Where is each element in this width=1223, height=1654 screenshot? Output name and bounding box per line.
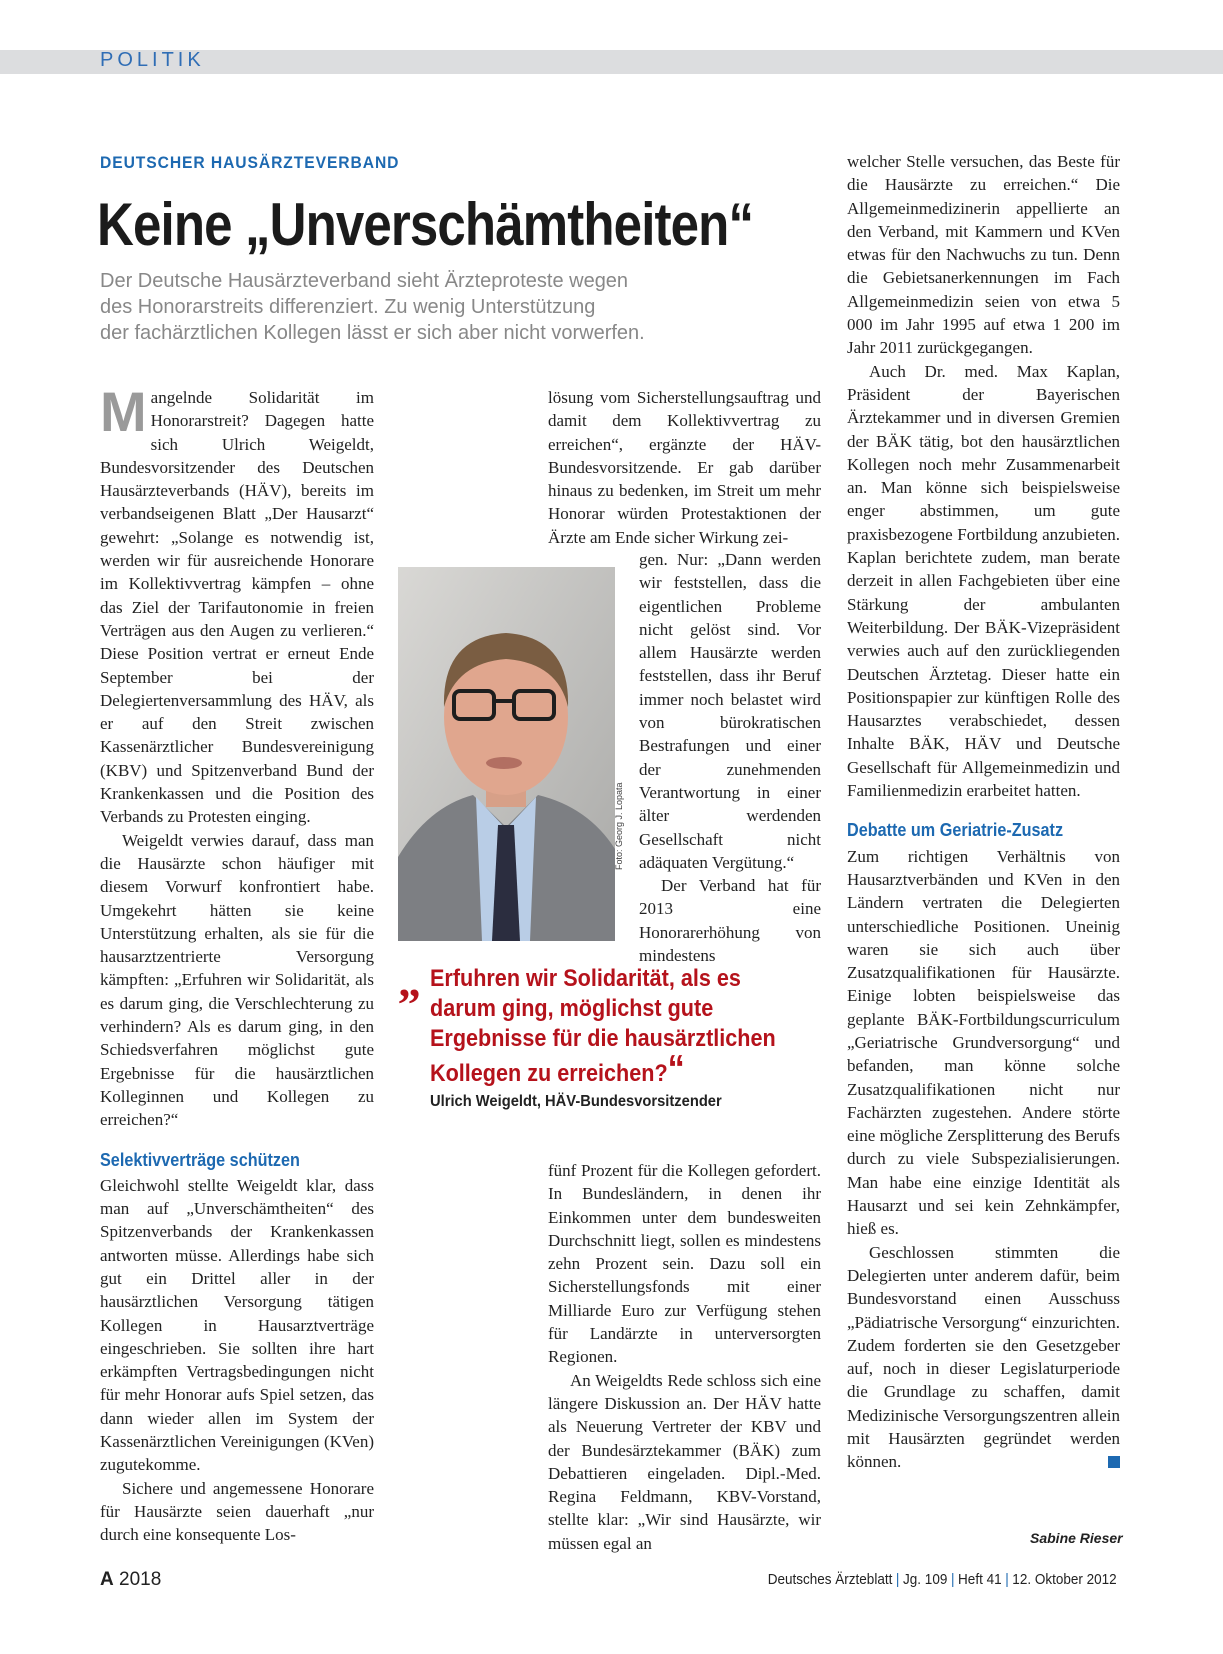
quote-open-mark: „ [398, 955, 421, 1006]
pull-quote-text: Erfuhren wir Solidarität, als es darum ging, möglichst gute Ergebnisse für die hausärztlichen Kollegen zu erreichen? [430, 965, 776, 1087]
separator: | [1005, 1571, 1010, 1588]
end-mark-icon [1108, 1456, 1120, 1468]
lead-line: der fachärztlichen Kollegen lässt er sich aber nicht vorwerfen. [100, 322, 645, 344]
paragraph [847, 1241, 1120, 1474]
paragraph: Auch Dr. med. Max Kaplan, Präsident der Bayerischen Ärztekammer und in diversen Gremien der BÄK tätig, bot den hausärztlichen Kollegen noch mehr Zusammenarbeit an. Man könne sich beispielsweise enger abstimmen, um gute praxisbezogene Fortbildung anzubieten. Kaplan berichtete zudem, man berate derzeit in allen Fachgebieten über eine Stärkung der ambulanten Weiterbildung. Der BÄK-Vizepräsident verwies auch auf den zurückliegenden Deutschen Ärztetag. Dieser hatte ein Positionspapier zur künftigen Rolle des Hausarztes verabschiedet, dessen Inhalte BÄK, HÄV und Deutsche Gesellschaft für Allgemeinmedizin und Familienmedizin erarbeitet hatten. [847, 361, 1120, 801]
paragraph: Zum richtigen Verhältnis von Hausarztverbänden und KVen in den Ländern vertraten die Delegierten unterschiedliche Positionen. Uneinig waren sie sich auch über Zusatzqualifikationen für Hausärzte. Einige lobten beispielsweise das geplante BÄK-Fortbildungscurriculum „Geriatrische Grundversorgung“ und befanden, man könne solche Zusatzqualifikationen nicht nur Fachärzten zugestehen. Andere störte eine mögliche Zersplitterung des Berufs durch zu viele Subspezialisierungen. Man habe eine einzige Identität als Hausarzt und sei kein Zehnkämpfer, hieß es. [847, 846, 1120, 1239]
article-kicker: DEUTSCHER HAUSÄRZTEVERBAND [100, 153, 400, 172]
journal-date: 12. Oktober 2012 [1012, 1571, 1117, 1588]
paragraph: An Weigeldts Rede schloss sich eine längere Diskussion an. Der HÄV hatte als Neuerung Vertreter der KBV und der Bundesärztekammer (BÄK) zum Debattieren eingeladen. Dipl.-Med. Regina Feldmann, KBV-Vorstand, stellte klar: „Wir sind Hausärzte, wir müssen egal an [548, 1370, 821, 1553]
page-number [100, 1569, 161, 1591]
subheading: Debatte um Geriatrie-Zusatz [847, 820, 1064, 841]
paragraph: welcher Stelle versuchen, das Beste für die Hausärzte zu erreichen.“ Die Allgemeinmedizinerin appellierte an den Verband, mit Kammern und KVen etwas für den Nachwuchs zu tun. Denn die Gebietsanerkennungen im Fach Allgemeinmedizin seien von etwa 5 000 im Jahr 1995 auf etwa 1 200 im Jahr 2011 zurückgegangen. [847, 152, 1120, 358]
paragraph: gen. Nur: „Dann werden wir feststellen, dass die eigentlichen Probleme nicht gelöst sind. Vor allem Hausärzte werden feststellen, dass ihr Beruf immer noch belastet wird von bürokratischen Bestrafungen und einer der zunehmenden Verantwortung in einer älter werdenden Gesellschaft nicht adäquaten Vergütung.“ [639, 550, 821, 872]
pull-quote [430, 964, 808, 1089]
column-1 [100, 380, 374, 1547]
journal-name: Deutsches Ärzteblatt [768, 1571, 893, 1588]
column-2-wrap [639, 548, 821, 967]
column-2-top [548, 386, 821, 549]
author-byline: Sabine Rieser [1030, 1530, 1123, 1546]
page-prefix: A [100, 1569, 114, 1590]
page-number-value: 2018 [119, 1569, 162, 1590]
article-headline: Keine „Unverschämtheiten“ [97, 191, 754, 258]
section-label: POLITIK [100, 49, 205, 71]
lead-line: Der Deutsche Hausärzteverband sieht Ärzteproteste wegen [100, 270, 629, 292]
paragraph: Der Verband hat für 2013 eine Honorarerhöhung von mindestens [639, 876, 821, 966]
journal-info [768, 1571, 1117, 1588]
portrait-illustration [398, 567, 615, 941]
portrait-photo [398, 567, 615, 941]
paragraph [100, 380, 374, 829]
pull-quote-attribution: Ulrich Weigeldt, HÄV-Bundesvorsitzender [430, 1093, 722, 1110]
lead-line: des Honorarstreits differenziert. Zu wenig Unterstützung [100, 296, 596, 318]
journal-issue: Heft 41 [958, 1571, 1002, 1588]
column-3 [847, 150, 1120, 1474]
paragraph: Weigeldt verwies darauf, dass man die Hausärzte schon häufiger mit diesem Vorwurf konfrontiert habe. Umgekehrt hätten sie keine Unterstützung erhalten, als sie für die hausarztzentrierte Versorgung kämpften: „Erfuhren wir Solidarität, als es darum ging, die Verschlechterung zu verhindern? Als es darum ging, in den Schiedsverfahren möglichst gute Ergebnisse für die hausärztlichen Kolleginnen und Kollegen zu erreichen?“ [100, 830, 374, 1130]
subheading: Selektivverträge schützen [100, 1149, 300, 1170]
column-2-bottom [548, 1159, 821, 1555]
drop-cap: M [100, 380, 147, 443]
paragraph: Gleichwohl stellte Weigeldt klar, dass man auf „Unverschämtheiten“ des Spitzenverbands der Krankenkassen antworten müsse. Allerdings habe sich gut ein Drittel aller in der hausärztlichen Versorgung tätigen Kollegen in Hausarztverträge eingeschrieben. Sie sollten ihre hart erkämpften Vertragsbedingungen nicht für mehr Honorar aufs Spiel setzen, das dann wieder allen im System der Kassenärztlichen Vereinigungen (KVen) zugutekomme. [100, 1175, 374, 1475]
paragraph-text: angelnde Solidarität im Honorarstreit? Dagegen hatte sich Ulrich Weigeldt, Bundesvorsitzender des Deutschen Hausärzteverbands (HÄV), bereits im verbandseigenen Blatt „Der Hausarzt“ gewehrt: „Solange es notwendig ist, werden wir für ausreichende Honorare im Kollektivvertrag kämpfen – ohne das Ziel der Tarifautonomie in freien Verträgen aus den Augen zu verlieren.“ Diese Position vertrat er erneut Ende September bei der Delegiertenversammlung des HÄV, als er auf den Streit zwischen Kassenärztlicher Bundesvereinigung (KBV) und Spitzenverband Bund der Krankenkassen und die Position des Verbands zu Protesten einging. [100, 388, 374, 827]
article-lead [100, 268, 780, 346]
paragraph: lösung vom Sicherstellungsauftrag und damit dem Kollektivvertrag zu erreichen“, ergänzte der HÄV-Bundesvorsitzende. Er gab darüber hinaus zu bedenken, im Streit um mehr Honorar würden Protestaktionen der Ärzte am Ende sicher Wirkung zei- [548, 388, 821, 547]
photo-credit: Foto: Georg J. Lopata [614, 782, 624, 870]
separator: | [951, 1571, 955, 1588]
separator: | [896, 1571, 900, 1588]
quote-close-mark: “ [667, 1048, 685, 1090]
journal-volume: Jg. 109 [903, 1571, 948, 1588]
paragraph: fünf Prozent für die Kollegen gefordert. In Bundesländern, in denen ihr Einkommen unter dem bundesweiten Durchschnitt liegt, sollen es mindestens zehn Prozent sein. Dazu soll ein Sicherstellungsfonds mit einer Milliarde Euro zur Verfügung stehen für Landärzte in unterversorgten Regionen. [548, 1161, 821, 1367]
paragraph-text: Geschlossen stimmten die Delegierten unter anderem dafür, beim Bundesvorstand einen Ausschuss „Pädiatrische Versorgung“ einzurichten. Zudem forderten sie den Gesetzgeber auf, noch in dieser Legislaturperiode die Grundlage zu schaffen, damit Medizinische Versorgungszentren allein mit Hausärzten gegründet werden können. [847, 1242, 1120, 1472]
paragraph: Sichere und angemessene Honorare für Hausärzte seien dauerhaft „nur durch eine konsequente Los- [100, 1478, 374, 1545]
